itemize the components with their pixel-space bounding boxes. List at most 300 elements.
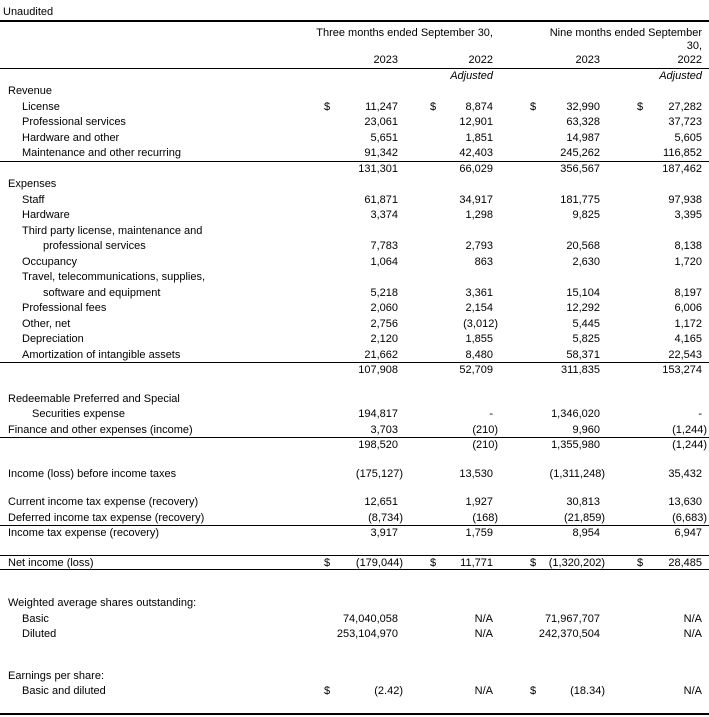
cell-value: 8,138 xyxy=(674,240,702,252)
value-cell xyxy=(493,286,600,302)
row-label: Current income tax expense (recovery) xyxy=(8,496,199,508)
col-group-three-months: Three months ended September 30, xyxy=(316,27,493,39)
value-cell xyxy=(318,700,398,713)
cell-value: 9,825 xyxy=(572,209,600,221)
value-cell xyxy=(398,627,493,643)
table-row xyxy=(0,131,709,147)
row-label: License xyxy=(22,100,60,113)
value-cell xyxy=(318,596,398,612)
table-row xyxy=(0,239,709,255)
value-cell xyxy=(398,317,498,333)
table-row xyxy=(0,684,709,700)
value-cell xyxy=(493,627,600,643)
table-row xyxy=(0,700,709,713)
value-cell xyxy=(318,255,398,271)
value-cell xyxy=(600,511,707,526)
value-cell xyxy=(318,53,398,68)
cell-value: (1,244) xyxy=(672,439,707,451)
row-label xyxy=(0,482,318,495)
cell-value: 20,568 xyxy=(566,240,600,252)
cell-value: (21,859) xyxy=(564,511,605,524)
row-label xyxy=(0,643,318,656)
cell-value: 71,967,707 xyxy=(544,612,600,625)
value-cell xyxy=(318,482,398,495)
cell-value: 9,960 xyxy=(572,423,600,436)
value-cell xyxy=(600,363,702,379)
value-cell xyxy=(493,53,600,68)
value-cell xyxy=(600,526,702,542)
value-cell xyxy=(398,467,493,483)
cell-value: 13,530 xyxy=(459,467,493,480)
row-label xyxy=(0,69,318,85)
value-cell xyxy=(493,177,600,193)
cell-value: 58,371 xyxy=(566,348,600,361)
cell-value: 863 xyxy=(474,255,493,268)
cell-value: (175,127) xyxy=(355,467,403,480)
value-cell xyxy=(318,454,398,467)
value-cell xyxy=(600,467,702,483)
value-cell xyxy=(493,317,600,333)
cell-value: (1,311,248) xyxy=(549,467,605,480)
table-row xyxy=(0,467,709,483)
table-row xyxy=(0,511,709,527)
value-cell xyxy=(600,596,702,612)
table-row xyxy=(0,255,709,271)
value-cell xyxy=(600,684,702,700)
table-body xyxy=(0,53,709,713)
cell-value: 23,061 xyxy=(364,116,398,128)
cell-value: 131,301 xyxy=(358,162,398,175)
cell-value: 8,874 xyxy=(465,100,493,113)
row-label xyxy=(0,542,318,555)
row-label: Revenue xyxy=(8,85,53,97)
value-cell xyxy=(493,301,600,317)
value-cell xyxy=(600,286,702,302)
value-cell xyxy=(600,193,702,209)
row-label: Expenses xyxy=(8,178,57,190)
table-row xyxy=(0,612,709,628)
value-cell xyxy=(398,454,493,467)
table-row xyxy=(0,407,709,423)
cell-value: N/A xyxy=(474,628,493,640)
value-cell xyxy=(493,643,600,656)
value-cell xyxy=(600,438,707,454)
table-row xyxy=(0,526,709,542)
value-cell xyxy=(318,270,398,286)
cell-value: 2,630 xyxy=(572,255,600,268)
value-cell xyxy=(318,301,398,317)
cell-value: 1,759 xyxy=(465,527,493,539)
cell-value: 6,947 xyxy=(674,527,702,539)
value-cell xyxy=(398,542,493,555)
table-row xyxy=(0,669,709,685)
cell-value: 356,567 xyxy=(560,162,600,175)
row-label xyxy=(0,363,318,379)
value-cell xyxy=(493,131,600,147)
cell-value: 3,917 xyxy=(370,527,398,539)
row-label xyxy=(0,583,318,596)
value-cell xyxy=(600,423,707,438)
value-cell xyxy=(318,656,398,669)
cell-value: 97,938 xyxy=(668,193,702,206)
row-label xyxy=(0,454,318,467)
value-cell xyxy=(600,454,702,467)
cell-value: 194,817 xyxy=(358,408,398,420)
cell-value: 107,908 xyxy=(358,364,398,376)
table-row xyxy=(0,363,709,379)
value-cell xyxy=(493,255,600,271)
value-cell xyxy=(600,643,702,656)
cell-value: 2,060 xyxy=(370,302,398,314)
value-cell xyxy=(493,270,600,286)
cell-value: 28,485 xyxy=(668,556,702,569)
row-label: Maintenance and other recurring xyxy=(22,147,181,159)
cell-value: (3,012) xyxy=(463,317,498,330)
value-cell xyxy=(398,495,493,511)
value-cell xyxy=(600,239,702,255)
table-row xyxy=(0,162,709,178)
value-cell xyxy=(318,100,398,116)
cell-value: 34,917 xyxy=(459,193,493,206)
value-cell xyxy=(398,596,493,612)
value-cell xyxy=(398,224,493,240)
table-row xyxy=(0,208,709,224)
value-cell xyxy=(398,423,498,438)
table-row xyxy=(0,100,709,116)
value-cell xyxy=(398,612,493,628)
cell-value: 5,445 xyxy=(572,317,600,330)
cell-value: 1,851 xyxy=(465,131,493,144)
cell-value: 3,361 xyxy=(465,286,493,299)
cell-value: 15,104 xyxy=(566,286,600,299)
cell-value: 13,630 xyxy=(668,496,702,508)
cell-value: 22,543 xyxy=(668,348,702,361)
value-cell xyxy=(600,583,702,596)
row-label: Professional services xyxy=(22,116,126,128)
value-cell xyxy=(600,224,702,240)
value-cell xyxy=(318,495,398,511)
cell-value: 74,040,058 xyxy=(342,612,398,625)
value-cell xyxy=(600,656,702,669)
value-cell xyxy=(600,84,702,100)
row-label: Weighted average shares outstanding: xyxy=(8,597,197,609)
value-cell xyxy=(600,482,702,495)
value-cell xyxy=(318,511,403,526)
value-cell xyxy=(398,193,493,209)
value-cell xyxy=(493,495,600,511)
row-label: Staff xyxy=(22,193,45,206)
value-cell xyxy=(493,363,600,379)
cell-value: 12,292 xyxy=(566,302,600,314)
value-cell xyxy=(398,700,493,713)
row-label xyxy=(0,438,318,454)
cell-value: 8,954 xyxy=(572,527,600,539)
cell-value: (168) xyxy=(472,511,498,524)
value-cell xyxy=(318,467,403,483)
row-label: Hardware xyxy=(22,209,70,221)
cell-value: 198,520 xyxy=(358,439,398,451)
value-cell xyxy=(398,363,493,379)
cell-value: - xyxy=(698,408,702,420)
value-cell xyxy=(600,392,702,408)
value-cell xyxy=(398,669,493,685)
row-label: Net income (loss) xyxy=(8,556,94,569)
cell-value: 61,871 xyxy=(364,193,398,206)
value-cell xyxy=(318,69,398,85)
value-cell xyxy=(600,270,702,286)
value-cell xyxy=(493,684,605,700)
cell-value: 242,370,504 xyxy=(538,628,600,640)
value-cell xyxy=(398,270,493,286)
value-cell xyxy=(398,392,493,408)
value-cell xyxy=(318,317,398,333)
table-row xyxy=(0,115,709,131)
value-cell xyxy=(493,556,605,570)
cell-value: 245,262 xyxy=(560,147,600,159)
table-row xyxy=(0,643,709,656)
cell-value: 5,825 xyxy=(572,333,600,345)
value-cell xyxy=(600,146,702,161)
adjusted-header-row xyxy=(0,69,709,85)
row-label: Diluted xyxy=(22,628,57,640)
row-label: Occupancy xyxy=(22,255,78,268)
table-row xyxy=(0,146,709,162)
value-cell xyxy=(398,131,493,147)
cell-value: (1,320,202) xyxy=(548,556,605,569)
row-label: Third party license, maintenance and xyxy=(22,224,203,237)
table-row xyxy=(0,379,709,392)
value-cell xyxy=(600,162,702,178)
value-cell xyxy=(318,363,398,379)
value-cell xyxy=(600,348,702,363)
table-row xyxy=(0,482,709,495)
value-cell xyxy=(398,348,493,363)
cell-value: (179,044) xyxy=(355,556,403,569)
cell-value: 3,374 xyxy=(370,209,398,221)
value-cell xyxy=(493,423,600,438)
cell-value: 52,709 xyxy=(459,364,493,376)
dollar-sign: $ xyxy=(324,100,331,113)
years-header-row xyxy=(0,53,709,69)
value-cell xyxy=(318,224,398,240)
value-cell xyxy=(318,131,398,147)
value-cell xyxy=(318,669,398,685)
value-cell xyxy=(318,583,398,596)
table-row xyxy=(0,656,709,669)
value-cell xyxy=(318,526,398,542)
value-cell xyxy=(398,438,498,454)
row-label xyxy=(0,53,318,68)
value-cell xyxy=(600,700,702,713)
cell-value: 27,282 xyxy=(668,100,702,113)
table-row xyxy=(0,596,709,612)
cell-value: N/A xyxy=(683,685,702,697)
row-label xyxy=(0,162,318,178)
value-cell xyxy=(493,570,600,583)
value-cell xyxy=(600,570,702,583)
row-label: professional services xyxy=(43,240,146,252)
value-cell xyxy=(318,348,398,363)
value-cell xyxy=(493,612,600,628)
value-cell xyxy=(493,224,600,240)
row-label: Hardware and other xyxy=(22,131,120,144)
cell-value: 1,355,980 xyxy=(551,439,600,451)
cell-value: (210) xyxy=(472,423,498,436)
table-row xyxy=(0,286,709,302)
cell-value: 1,855 xyxy=(465,333,493,345)
cell-value: 4,165 xyxy=(674,333,702,345)
value-cell xyxy=(398,162,493,178)
value-cell xyxy=(398,208,493,224)
cell-value: 253,104,970 xyxy=(336,628,398,640)
row-label: Redeemable Preferred and Special xyxy=(8,392,180,405)
value-cell xyxy=(600,627,702,643)
cell-value: 1,927 xyxy=(465,496,493,508)
value-cell xyxy=(398,146,493,161)
cell-value: 2022 xyxy=(677,54,702,66)
cell-value: 6,006 xyxy=(674,302,702,314)
cell-value: 3,395 xyxy=(674,209,702,221)
value-cell xyxy=(493,100,600,116)
table-row xyxy=(0,317,709,333)
cell-value: 63,328 xyxy=(566,116,600,128)
cell-value: 3,703 xyxy=(370,423,398,436)
value-cell xyxy=(398,656,493,669)
row-label: Income tax expense (recovery) xyxy=(8,527,160,539)
row-label: Travel, telecommunications, supplies, xyxy=(22,271,206,283)
cell-value: (6,683) xyxy=(672,511,707,524)
cell-value: 1,298 xyxy=(465,209,493,221)
value-cell xyxy=(600,332,702,348)
value-cell xyxy=(318,162,398,178)
row-label: Professional fees xyxy=(22,302,107,314)
cell-value: (1,244) xyxy=(672,423,707,436)
cell-value: N/A xyxy=(683,612,702,625)
cell-value: 1,346,020 xyxy=(551,408,600,420)
bottom-rule xyxy=(0,713,709,715)
cell-value: 2,154 xyxy=(465,302,493,314)
value-cell xyxy=(318,286,398,302)
dollar-sign: $ xyxy=(530,685,537,697)
row-label xyxy=(0,700,318,713)
cell-value: 8,197 xyxy=(674,286,702,299)
cell-value: 11,771 xyxy=(460,556,493,569)
cell-value: N/A xyxy=(474,612,493,625)
value-cell xyxy=(398,177,493,193)
table-row xyxy=(0,177,709,193)
value-cell xyxy=(493,69,600,85)
value-cell xyxy=(318,643,398,656)
cell-value: (210) xyxy=(472,439,498,451)
table-row xyxy=(0,555,709,571)
table-row xyxy=(0,495,709,511)
value-cell xyxy=(600,53,702,68)
value-cell xyxy=(600,131,702,147)
value-cell xyxy=(398,69,493,85)
row-label: Other, net xyxy=(22,317,71,330)
dollar-sign: $ xyxy=(530,556,537,569)
value-cell xyxy=(493,467,605,483)
col-group-nine-months-text: Nine months ended September 30, xyxy=(549,27,702,52)
table-row xyxy=(0,270,709,286)
cell-value: 14,987 xyxy=(566,131,600,144)
cell-value: 311,835 xyxy=(561,364,600,376)
value-cell xyxy=(600,69,702,85)
table-row xyxy=(0,438,709,454)
value-cell xyxy=(493,84,600,100)
value-cell xyxy=(318,177,398,193)
value-cell xyxy=(493,208,600,224)
value-cell xyxy=(398,115,493,131)
cell-value: 5,605 xyxy=(674,131,702,144)
value-cell xyxy=(398,100,493,116)
value-cell xyxy=(600,495,702,511)
value-cell xyxy=(600,115,702,131)
value-cell xyxy=(398,301,493,317)
cell-value: 2,756 xyxy=(370,317,398,330)
value-cell xyxy=(318,542,398,555)
cell-value: N/A xyxy=(683,628,702,640)
value-cell xyxy=(493,700,600,713)
cell-value: 1,720 xyxy=(674,255,702,268)
dollar-sign: $ xyxy=(637,100,644,113)
value-cell xyxy=(600,542,702,555)
value-cell xyxy=(493,438,600,454)
value-cell xyxy=(398,255,493,271)
cell-value: 5,218 xyxy=(370,286,398,299)
value-cell xyxy=(600,177,702,193)
income-statement-table xyxy=(0,22,709,713)
value-cell xyxy=(398,526,493,542)
dollar-sign: $ xyxy=(324,556,331,569)
value-cell xyxy=(493,348,600,363)
value-cell xyxy=(493,542,600,555)
cell-value: 30,813 xyxy=(566,496,600,508)
cell-value: N/A xyxy=(474,685,493,697)
value-cell xyxy=(398,407,493,423)
value-cell xyxy=(318,332,398,348)
cell-value: 2023 xyxy=(373,54,398,66)
cell-value: 32,990 xyxy=(566,100,600,113)
value-cell xyxy=(318,379,398,392)
table-row xyxy=(0,423,709,439)
row-label: Basic and diluted xyxy=(22,685,106,697)
row-label xyxy=(0,570,318,583)
cell-value: 91,342 xyxy=(364,147,398,159)
value-cell xyxy=(318,570,398,583)
cell-value: - xyxy=(489,408,493,420)
value-cell xyxy=(600,612,702,628)
value-cell xyxy=(493,392,600,408)
value-cell xyxy=(318,84,398,100)
value-cell xyxy=(318,392,398,408)
cell-value: (18.34) xyxy=(570,685,605,697)
cell-value: Adjusted xyxy=(450,69,493,82)
cell-value: 2,120 xyxy=(370,333,398,345)
cell-value: 1,172 xyxy=(674,317,702,330)
value-cell xyxy=(318,612,398,628)
row-label: Income (loss) before income taxes xyxy=(8,467,177,480)
row-label: Securities expense xyxy=(32,408,125,420)
table-row xyxy=(0,348,709,364)
value-cell xyxy=(318,146,398,161)
col-group-nine-months xyxy=(493,27,702,53)
value-cell xyxy=(318,193,398,209)
value-cell xyxy=(493,162,600,178)
table-row xyxy=(0,583,709,596)
value-cell xyxy=(318,423,398,438)
value-cell xyxy=(318,407,398,423)
